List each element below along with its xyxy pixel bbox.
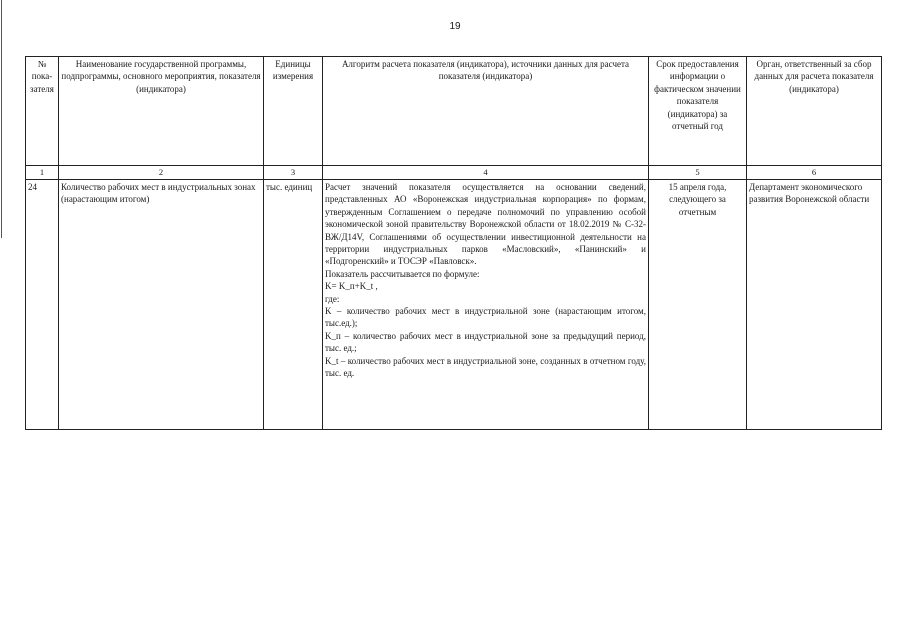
- row-deadline: 15 апреля года, следующего за отчетным: [649, 180, 747, 430]
- scan-edge-line: [1, 0, 2, 238]
- table-header-row: [26, 57, 882, 166]
- header-responsible: Орган, ответственный за сбор данных для расчета показателя (индикатора): [747, 57, 882, 166]
- column-number: 5: [649, 166, 747, 180]
- column-number-row: [26, 166, 882, 180]
- indicator-table: [25, 56, 882, 430]
- table-row: [26, 180, 882, 430]
- column-number: 3: [264, 166, 323, 180]
- header-deadline: Срок предоставления информации о фактическом значении показателя (индикатора) за отчетный год: [649, 57, 747, 166]
- definition-k-prev: K_п – количество рабочих мест в индустриальной зоне за предыдущий период, тыс. ед.;: [325, 330, 646, 354]
- row-responsible: Департамент экономического развития Воронежской области: [747, 180, 882, 430]
- row-indicator-number: 24: [26, 180, 59, 430]
- column-number: 4: [323, 166, 649, 180]
- header-algorithm: Алгоритм расчета показателя (индикатора), источники данных для расчета показателя (индикатора): [323, 57, 649, 166]
- algorithm-intro: Расчет значений показателя осуществляется на основании сведений, представленных АО «Воронежская индустриальная корпорация» по формам, утвержденным Соглашением о передаче полномочий по управлению особой экономической зоной правительству Воронежской области от 18.02.2019 № С-32-ВЖ/Д14V, Соглашениями об осуществлении инвестиционной деятельности на территории индустриальных парков «Масловский», «Панинский» и «Подгоренский» и ТОСЭР «Павловск».: [325, 182, 646, 267]
- column-number: 1: [26, 166, 59, 180]
- page-number: 19: [449, 21, 461, 32]
- formula: K= K_п+K_t ,: [325, 281, 378, 292]
- column-number: 2: [59, 166, 264, 180]
- row-unit: тыс. единиц: [264, 180, 323, 430]
- header-unit: Единицы измерения: [264, 57, 323, 166]
- column-number: 6: [747, 166, 882, 180]
- header-name: Наименование государственной программы, подпрограммы, основного мероприятия, показателя (индикатора): [59, 57, 264, 166]
- header-indicator-number: № пока-зателя: [26, 57, 59, 166]
- formula-where: где:: [325, 293, 340, 304]
- formula-caption: Показатель рассчитывается по формуле:: [325, 268, 480, 279]
- row-indicator-name: Количество рабочих мест в индустриальных зонах (нарастающим итогом): [59, 180, 264, 430]
- definition-k: K – количество рабочих мест в индустриальной зоне (нарастающим итогом, тыс.ед.);: [325, 306, 646, 329]
- definition-k-current: K_t – количество рабочих мест в индустриальной зоне, созданных в отчетном году, тыс. ед.: [325, 355, 646, 379]
- row-algorithm: [323, 180, 649, 430]
